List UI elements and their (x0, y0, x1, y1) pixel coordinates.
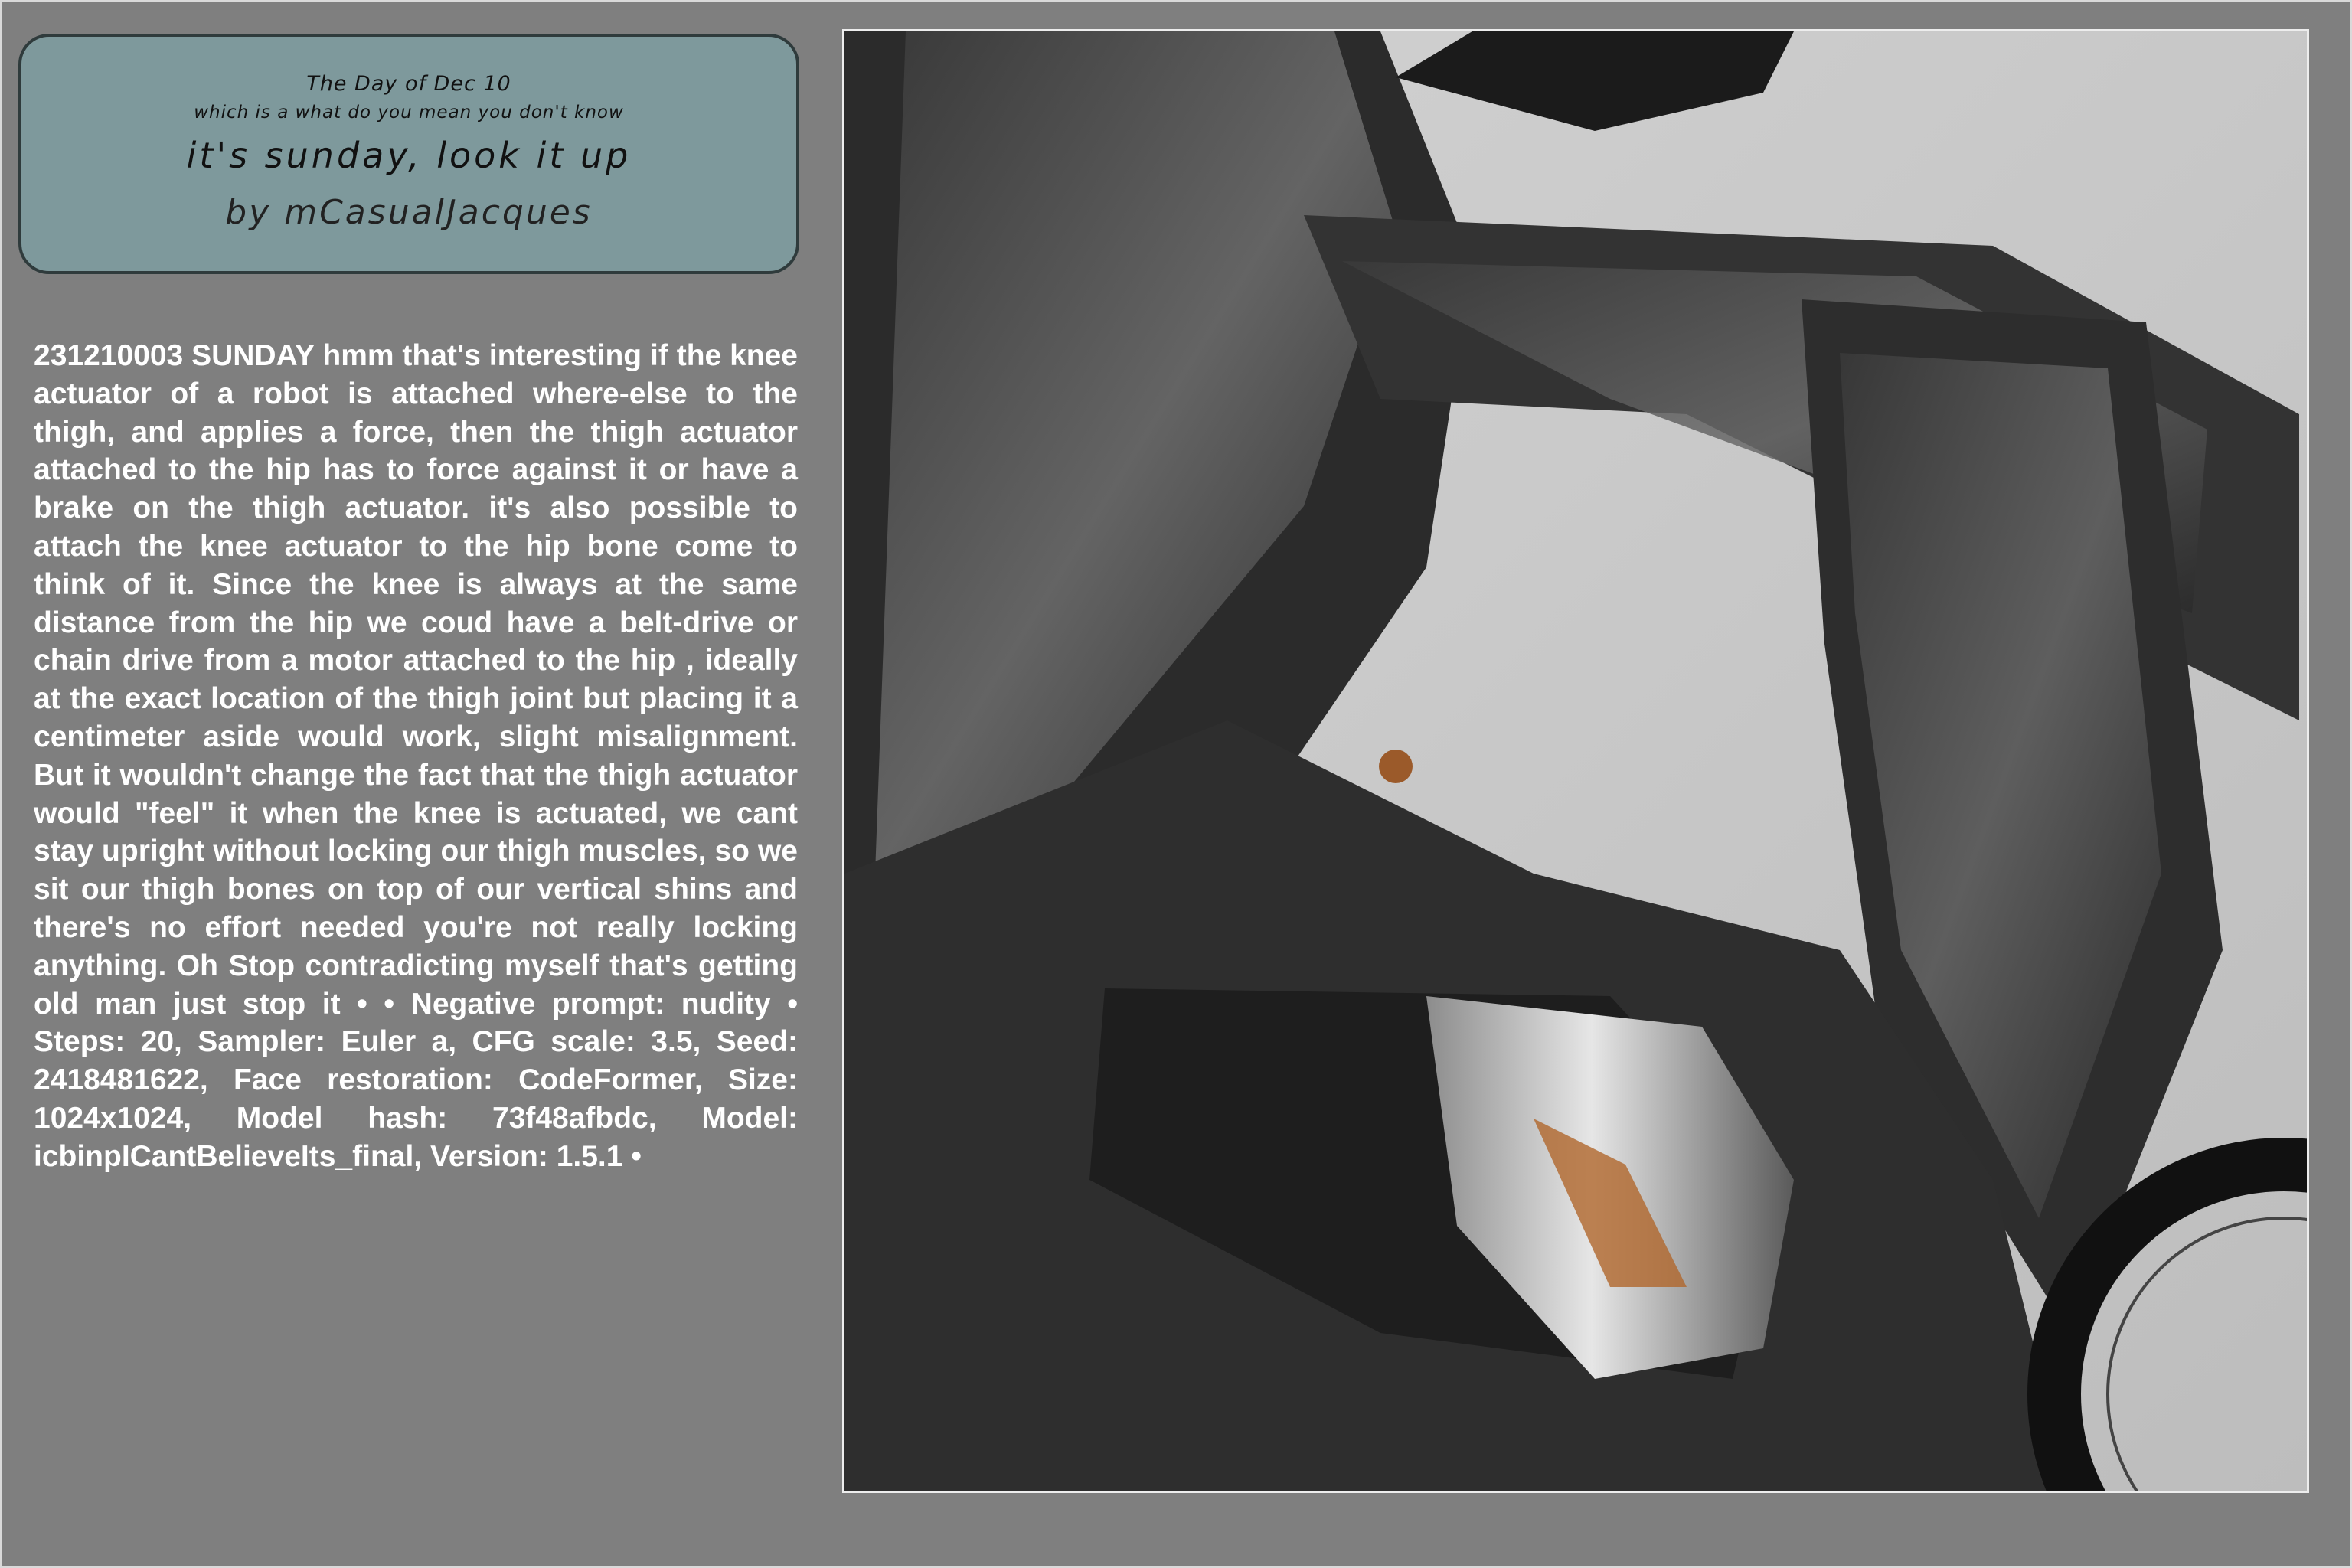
robot-artwork-image (842, 29, 2309, 1493)
headline: it's sunday, look it up (186, 135, 632, 176)
subtitle-line: which is a what do you mean you don't know (194, 103, 624, 122)
title-card (18, 34, 799, 274)
date-line: The Day of Dec 10 (306, 72, 511, 96)
author-line: by mCasualJacques (225, 193, 593, 232)
caption-text: 231210003 SUNDAY hmm that's interesting if the knee actuator of a robot is attached where-else to the thigh, and applies a force, then the thigh actuator attached to the hip has to force against it or have a brake on the thigh actuator. it's also possible to attach the knee actuator to the hip bone come to think of it. Since the knee is always at the same distance from the hip we coud have a belt-drive or chain drive from a motor attached to the hip , ideally at the exact location of the thigh joint but placing it a centimeter aside would work, slight misalignment. But it wouldn't change the fact that the thigh actuator would "feel" it when the knee is actuated, we cant stay upright without locking our thigh muscles, so we sit our thigh bones on top of our vertical shins and there's no effort needed you're not really locking anything. Oh Stop contradicting myself that's getting old man just stop it • • Negative prompt: nudity • Steps: 20, Sampler: Euler a, CFG scale: 3.5, Seed: 2418481622, Face restoration: CodeFormer, Size: 1024x1024, Model hash: 73f48afbdc, Model: icbinpICantBelieveIts_final, Version: 1.5.1 • (34, 339, 798, 1173)
robot-illustration (844, 31, 2307, 1491)
